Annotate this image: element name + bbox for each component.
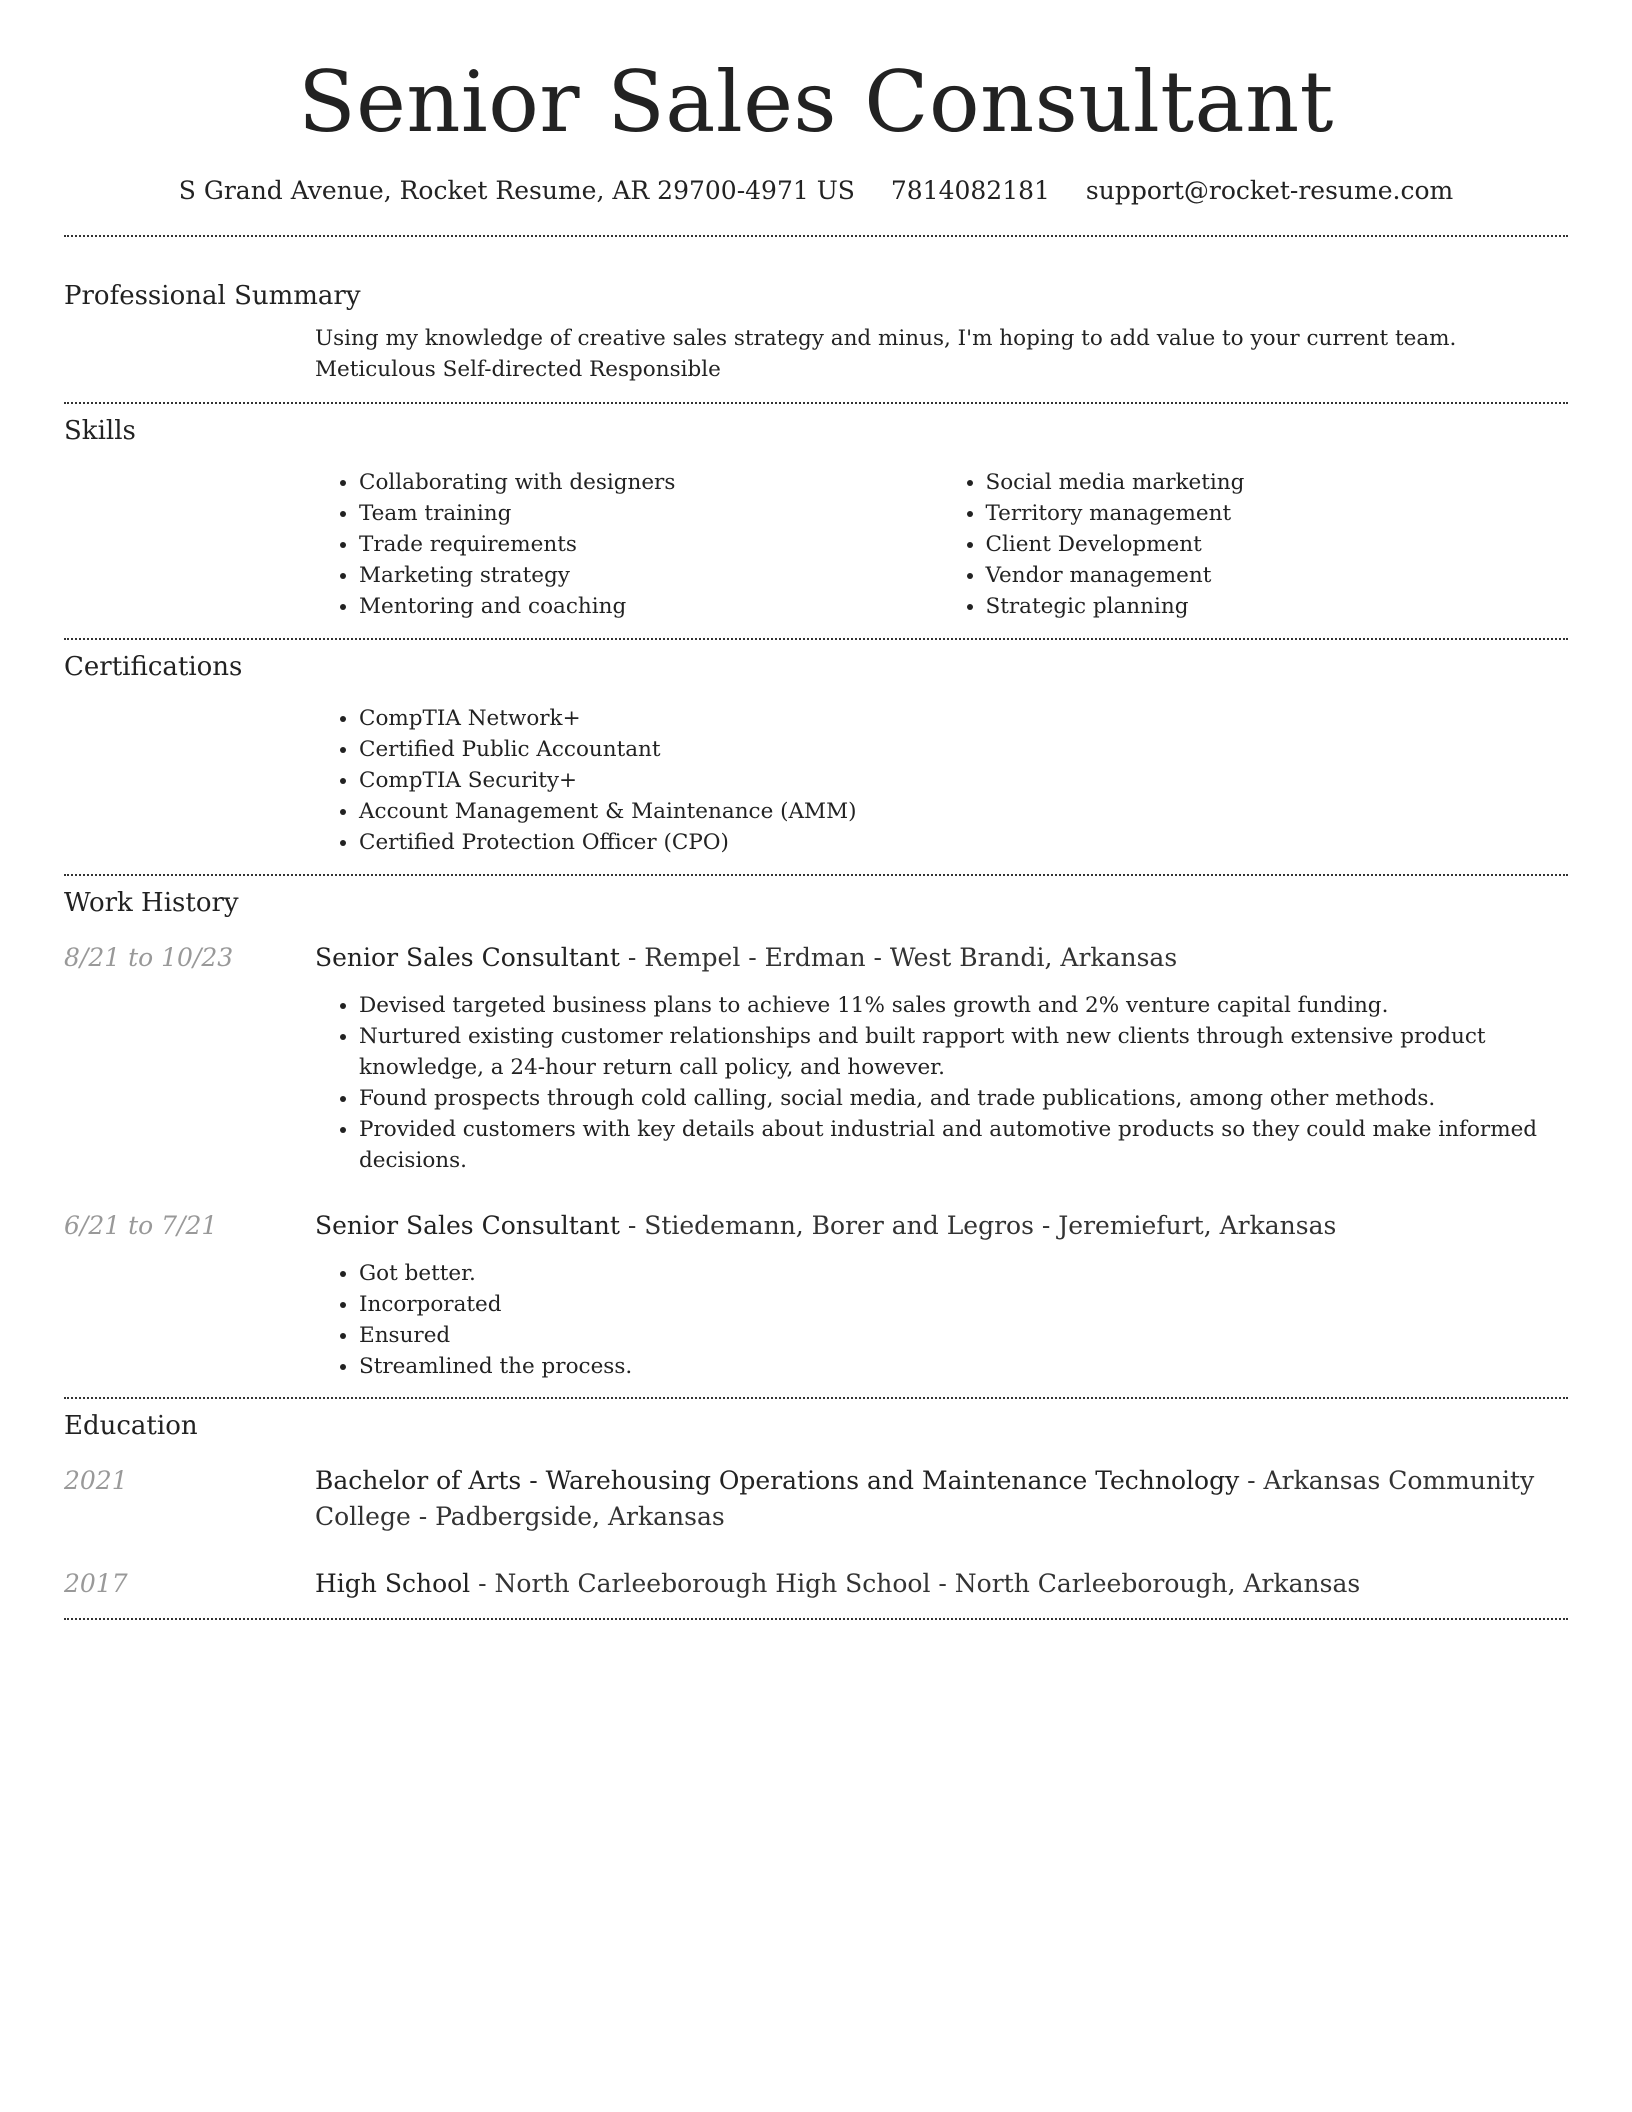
work-history-section (64, 876, 1568, 1397)
candidate-name: Senior Sales Consultant (298, 53, 1334, 151)
education-entry (64, 1463, 1568, 1535)
skill-item: • Territory management (986, 498, 1569, 529)
skill-item: • Strategic planning (986, 591, 1569, 622)
job-content (315, 1208, 1568, 1382)
job-bullet: • Found prospects through cold calling, social media, and trade publications, among other methods. (359, 1083, 1568, 1114)
job-entry (64, 1208, 1568, 1382)
education-content (315, 1463, 1568, 1535)
contact-address: S Grand Avenue, Rocket Resume, AR 29700-4971 US (178, 176, 855, 205)
skill-item: • Mentoring and coaching (359, 591, 942, 622)
skill-item: • Client Development (986, 529, 1569, 560)
education-year: 2021 (64, 1466, 128, 1495)
job-bullets (315, 990, 1568, 1176)
job-content (315, 940, 1568, 1176)
certification-item: • Certified Public Accountant (359, 734, 1568, 765)
certification-item: • CompTIA Security+ (359, 765, 1568, 796)
job-company: - Rempel - Erdman - West Brandi, Arkansas (619, 943, 1178, 972)
divider (64, 1618, 1568, 1620)
education-school: - North Carleeborough High School - North Carleeborough, Arkansas (470, 1569, 1361, 1598)
skills-list-left (315, 467, 942, 622)
job-bullet: • Nurtured existing customer relationships and built rapport with new clients through extensive product knowledge, a 24-hour return call policy, and however. (359, 1021, 1568, 1083)
summary-section (64, 237, 1568, 402)
skills-list-right (942, 467, 1569, 622)
job-title: Senior Sales Consultant (315, 943, 620, 972)
contact-phone: 7814082181 (890, 176, 1050, 205)
job-bullets (315, 1258, 1568, 1382)
certification-item: • CompTIA Network+ (359, 703, 1568, 734)
certification-item: • Certified Protection Officer (CPO) (359, 827, 1568, 858)
job-header (315, 1208, 1568, 1244)
job-company: - Stiedemann, Borer and Legros - Jeremiefurt, Arkansas (619, 1211, 1337, 1240)
education-year: 2017 (64, 1569, 128, 1598)
summary-heading: Professional Summary (64, 281, 361, 311)
contact-line (64, 174, 1568, 208)
skills-heading: Skills (64, 416, 136, 446)
skill-item: • Marketing strategy (359, 560, 942, 591)
summary-text: Using my knowledge of creative sales strategy and minus, I'm hoping to add value to your current team. Meticulous Self-directed Responsible (315, 326, 1457, 382)
education-entry (64, 1566, 1568, 1602)
education-section (64, 1399, 1568, 1618)
education-school: - Arkansas Community College - Padbergside, Arkansas (315, 1466, 1535, 1531)
contact-email: support@rocket-resume.com (1085, 176, 1454, 205)
education-heading: Education (64, 1411, 198, 1441)
job-title: Senior Sales Consultant (315, 1211, 620, 1240)
skill-item: • Vendor management (986, 560, 1569, 591)
resume-page (64, 0, 1568, 1620)
certifications-body (315, 703, 1568, 858)
job-dates: 8/21 to 10/23 (64, 943, 234, 972)
education-content (315, 1566, 1568, 1602)
job-bullet: • Got better. (359, 1258, 1568, 1289)
skill-item: • Social media marketing (986, 467, 1569, 498)
certifications-heading: Certifications (64, 652, 243, 682)
education-degree: Bachelor of Arts - Warehousing Operations and Maintenance Technology (315, 1466, 1240, 1495)
skill-item: • Collaborating with designers (359, 467, 942, 498)
job-entry (64, 940, 1568, 1176)
skill-item: • Trade requirements (359, 529, 942, 560)
certifications-section (64, 640, 1568, 874)
job-bullet: • Incorporated (359, 1289, 1568, 1320)
job-header (315, 940, 1568, 976)
skills-columns (315, 467, 1568, 622)
job-bullet: • Ensured (359, 1320, 1568, 1351)
certification-item: • Account Management & Maintenance (AMM) (359, 796, 1568, 827)
work-history-heading: Work History (64, 888, 239, 918)
job-bullet: • Provided customers with key details about industrial and automotive products so they could make informed decisions. (359, 1114, 1568, 1176)
skills-section (64, 404, 1568, 638)
education-degree: High School (315, 1569, 471, 1598)
certifications-list (315, 703, 1568, 858)
job-bullet: • Devised targeted business plans to achieve 11% sales growth and 2% venture capital funding. (359, 990, 1568, 1021)
skill-item: • Team training (359, 498, 942, 529)
job-dates: 6/21 to 7/21 (64, 1211, 218, 1240)
job-bullet: • Streamlined the process. (359, 1351, 1568, 1382)
